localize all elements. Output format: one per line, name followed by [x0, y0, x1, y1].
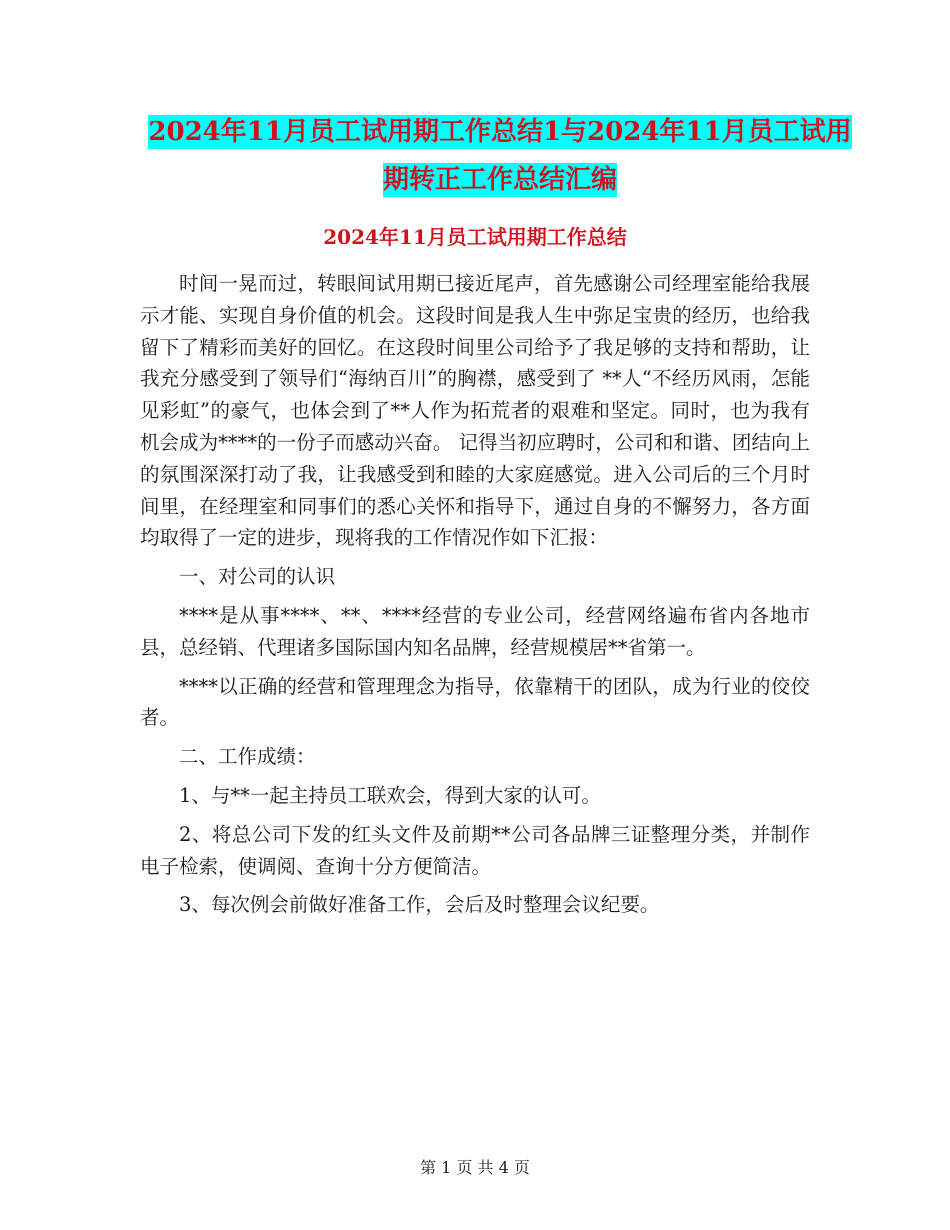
paragraph-intro: 时间一晃而过，转眼间试用期已接近尾声，首先感谢公司经理室能给我展示才能、实现自身价值的机会。这段时间是我人生中弥足宝贵的经历，也给我留下了精彩而美好的回忆。在这段时间里公司给予了我足够的支持和帮助，让我充分感受到了领导们“海纳百川”的胸襟，感受到了 **人“不经历风雨，怎能见彩虹”的豪气，也体会到了**人作为拓荒者的艰难和坚定。同时，也为我有机会成为****的一份子而感动兴奋。 记得当初应聘时，公司和和谐、团结向上的氛围深深打动了我，让我感受到和睦的大家庭感觉。进入公司后的三个月时间里，在经理室和同事们的悉心关怀和指导下，通过自身的不懈努力，各方面均取得了一定的进步，现将我的工作情况作如下汇报： [140, 272, 810, 550]
paragraph-company-description: ****是从事****、**、****经营的专业公司，经营网络遍布省内各地市县，总经销、代理诸多国际国内知名品牌，经营规模居**省第一。 [140, 603, 810, 659]
paragraph-company-philosophy: ****以正确的经营和管理理念为指导，依靠精干的团队，成为行业的佼佼者。 [140, 674, 810, 730]
list-item-achievement-1: 1、与**一起主持员工联欢会，得到大家的认可。 [179, 783, 601, 807]
heading-company-understanding: 一、对公司的认识 [179, 565, 336, 589]
document-body [140, 268, 810, 928]
page-footer: 第 1 页 共 4 页 [420, 1158, 530, 1177]
list-item-achievement-2: 2、将总公司下发的红头文件及前期**公司各品牌三证整理分类，并制作电子检索，使调阅、查询十分方便简洁。 [140, 822, 810, 878]
document-title-text: 2024年11月员工试用期工作总结1与2024年11月员工试用期转正工作总结汇编 [148, 117, 852, 195]
heading-work-achievements: 二、工作成绩： [179, 745, 316, 769]
list-item-achievement-3: 3、每次例会前做好准备工作，会后及时整理会议纪要。 [179, 893, 660, 917]
section-title: 2024年11月员工试用期工作总结 [323, 225, 627, 249]
document-title [140, 108, 860, 204]
